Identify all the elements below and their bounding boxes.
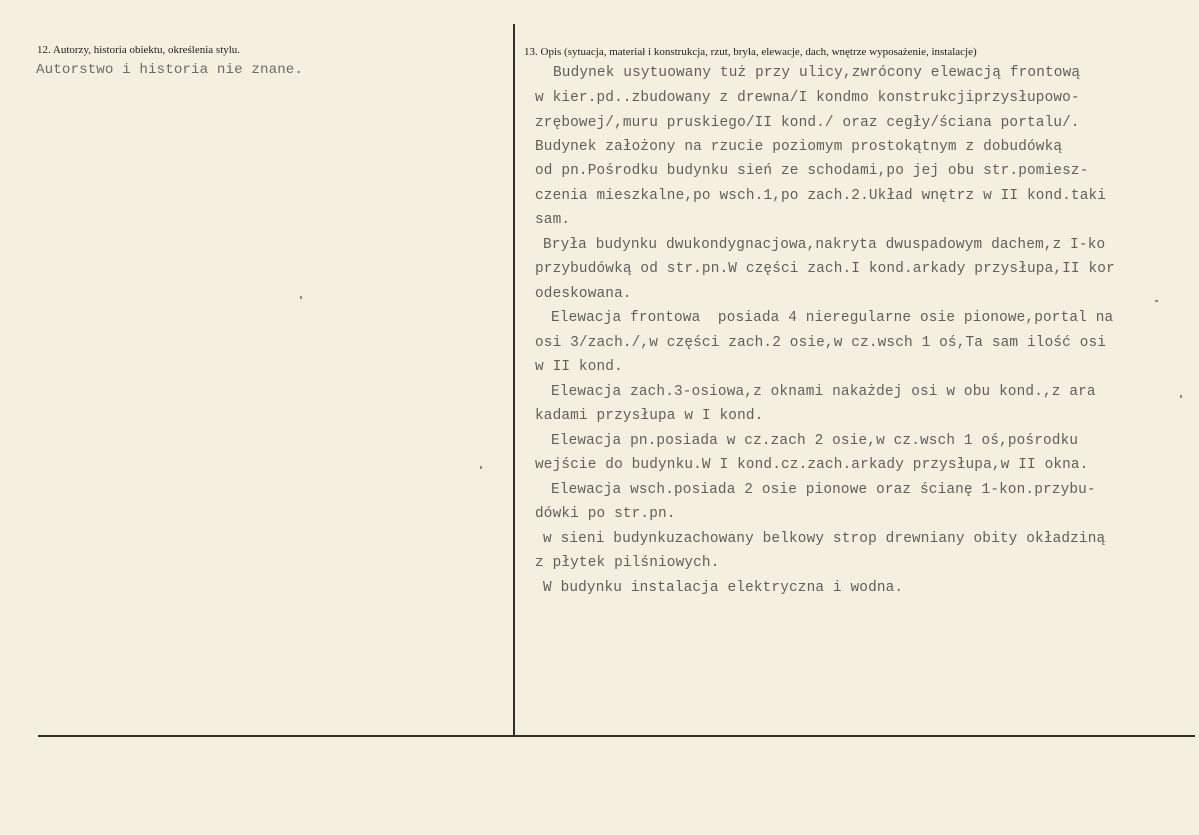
text-line: sam. [535,212,571,228]
text-line: Elewacja frontowa posiada 4 nieregularne osie pionowe,portal na [551,310,1114,326]
text-line: Elewacja pn.posiada w cz.zach 2 osie,w cz.wsch 1 oś,pośrodku [551,433,1079,449]
section-12-text: Autorstwo i historia nie znane. [36,62,304,78]
bottom-rule [38,735,1195,737]
paper-speck [480,466,482,469]
paper-speck [300,296,302,299]
text-line: Elewacja zach.3-osiowa,z oknami nakażdej osi w obu kond.,z ara [551,384,1096,400]
text-line: Budynek założony na rzucie poziomym prostokątnym z dobudówką [535,139,1063,155]
text-line: od pn.Pośrodku budynku sień ze schodami,po jej obu str.pomiesz- [535,163,1089,179]
text-line: czenia mieszkalne,po wsch.1,po zach.2.Układ wnętrz w II kond.taki [535,188,1107,204]
paper-speck [1155,300,1158,302]
text-line: Budynek usytuowany tuż przy ulicy,zwrócony elewacją frontową [553,65,1081,81]
text-line: z płytek pilśniowych. [535,555,720,571]
text-line: w kier.pd..zbudowany z drewna/I kondmo konstrukcjiprzysłupowo- [535,90,1080,106]
text-line: osi 3/zach./,w części zach.2 osie,w cz.wsch 1 oś,Ta sam ilość osi [535,335,1107,351]
text-line: W budynku instalacja elektryczna i wodna. [543,580,904,596]
text-line: odeskowana. [535,286,632,302]
text-line: Bryła budynku dwukondygnacjowa,nakryta dwuspadowym dachem,z I-ko [543,237,1106,253]
text-line: w II kond. [535,359,623,375]
column-divider [513,24,515,735]
text-line: dówki po str.pn. [535,506,676,522]
text-line: kadami przysłupa w I kond. [535,408,764,424]
text-line: w sieni budynkuzachowany belkowy strop drewniany obity okładziną [543,531,1106,547]
section-13-heading: 13. Opis (sytuacja, materiał i konstrukcja, rzut, bryła, elewacje, dach, wnętrze wyposażenie, instalacje) [524,46,977,58]
paper-speck [1180,395,1182,398]
text-line: przybudówką od str.pn.W części zach.I kond.arkady przysłupa,II kor [535,261,1115,277]
section-12-heading: 12. Autorzy, historia obiektu, określenia stylu. [37,44,241,56]
text-line: zrębowej/,muru pruskiego/II kond./ oraz cegły/ściana portalu/. [535,115,1080,131]
text-line: Elewacja wsch.posiada 2 osie pionowe oraz ścianę 1-kon.przybu- [551,482,1096,498]
text-line: wejście do budynku.W I kond.cz.zach.arkady przysłupa,w II okna. [535,457,1089,473]
